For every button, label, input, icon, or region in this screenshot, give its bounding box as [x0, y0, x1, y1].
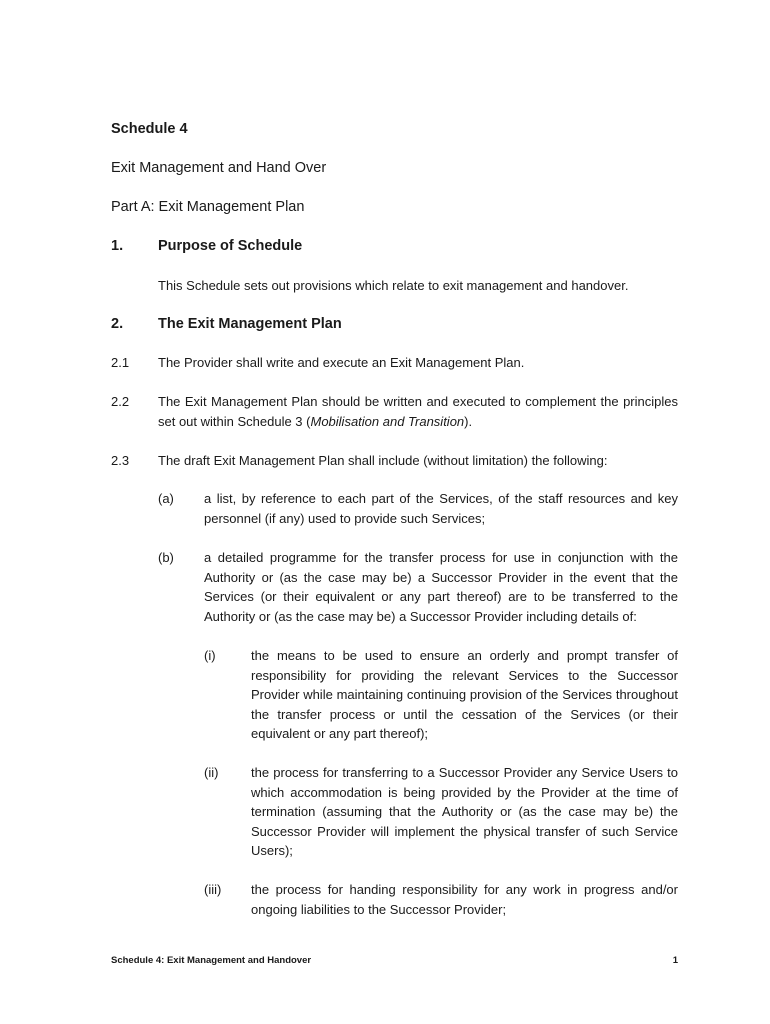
clause-2-2-text	[158, 392, 678, 431]
clause-2-2-number: 2.2	[111, 394, 130, 409]
clause-2-1-text: The Provider shall write and execute an Exit Management Plan.	[158, 355, 525, 370]
clause-2-2-text-after: ).	[464, 413, 473, 429]
clause-2-2-italic-title: Mobilisation and Transition	[310, 413, 465, 429]
sub-item-i-label: (i)	[204, 648, 216, 663]
schedule-title: Schedule 4	[111, 121, 188, 137]
sub-item-i-text: the means to be used to ensure an orderly and prompt transfer of responsibility for providing the relevant Services to the Successor Provider while maintaining continuing provision of the Services throughout the transfer process or until the cessation of the Services (or their equivalent or any part thereof);	[251, 648, 678, 741]
section-1-number: 1.	[111, 238, 124, 254]
item-a-label: (a)	[158, 491, 174, 506]
item-b-text: a detailed programme for the transfer process for use in conjunction with the Authority or (as the case may be) a Successor Provider in the event that the Services (or their equivalent or any part thereof) are to be transferred to the Authority or (as the case may be) a Successor Provider including details of:	[204, 550, 678, 624]
sub-item-ii-text: the process for transferring to a Successor Provider any Service Users to which accommodation is being provided by the Provider at the time of termination (assuming that the Authority or (as the case may be) the Successor Provider will implement the physical transfer of such Service Users);	[251, 765, 678, 858]
footer-title: Schedule 4: Exit Management and Handover	[111, 955, 312, 966]
section-1-text: This Schedule sets out provisions which relate to exit management and handover.	[158, 278, 629, 293]
section-2-title: The Exit Management Plan	[158, 316, 342, 332]
page-number: 1	[672, 955, 678, 966]
document-subtitle: Exit Management and Hand Over	[111, 160, 327, 176]
section-1-title: Purpose of Schedule	[158, 238, 303, 254]
sub-item-iii-text: the process for handing responsibility for any work in progress and/or ongoing liabilities to the Successor Provider;	[251, 882, 678, 917]
item-a-text: a list, by reference to each part of the Services, of the staff resources and key personnel (if any) used to provide such Services;	[204, 491, 678, 526]
clause-2-3-number: 2.3	[111, 453, 130, 468]
clause-2-3-text: The draft Exit Management Plan shall include (without limitation) the following:	[158, 453, 608, 468]
item-b-label: (b)	[158, 550, 174, 565]
clause-2-1-number: 2.1	[111, 355, 130, 370]
part-title: Part A: Exit Management Plan	[111, 199, 305, 215]
sub-item-iii-label: (iii)	[204, 882, 222, 897]
sub-item-ii-label: (ii)	[204, 765, 219, 780]
section-2-number: 2.	[111, 316, 124, 332]
clause-2-2-text-before: The Exit Management Plan should be written and executed to complement the principles set out within Schedule 3 (	[158, 394, 678, 429]
